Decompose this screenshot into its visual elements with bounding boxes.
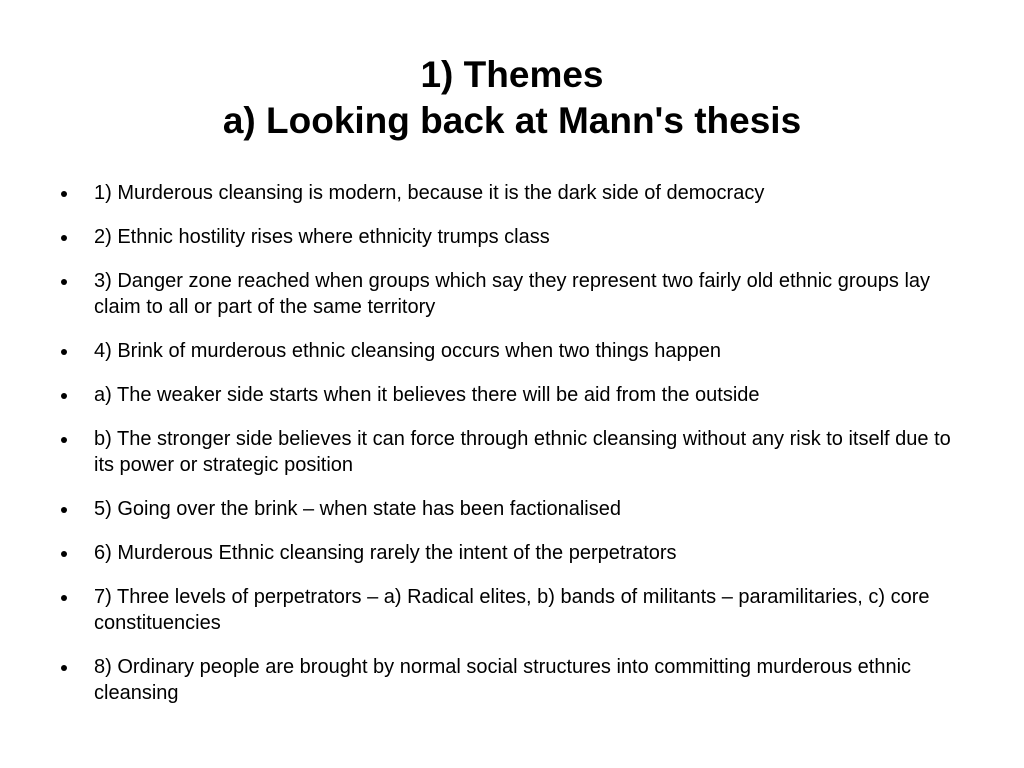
list-item xyxy=(58,338,968,364)
list-item xyxy=(58,654,968,706)
bullet-dot-icon xyxy=(61,551,67,557)
list-item xyxy=(58,584,968,636)
list-item xyxy=(58,268,968,320)
bullet-dot-icon xyxy=(61,191,67,197)
bullet-text: a) The weaker side starts when it believes there will be aid from the outside xyxy=(94,384,760,406)
bullet-text: 3) Danger zone reached when groups which say they represent two fairly old ethnic groups lay claim to all or part of the same territory xyxy=(94,270,931,318)
bullet-dot-icon xyxy=(61,665,67,671)
list-item xyxy=(58,224,968,250)
slide-title-line-1: 1) Themes xyxy=(420,54,604,95)
bullet-dot-icon xyxy=(61,279,67,285)
bullet-text: 6) Murderous Ethnic cleansing rarely the intent of the perpetrators xyxy=(94,542,677,564)
bullet-dot-icon xyxy=(61,393,67,399)
list-item xyxy=(58,540,968,566)
bullet-text: 4) Brink of murderous ethnic cleansing occurs when two things happen xyxy=(94,340,722,362)
bullet-text: 1) Murderous cleansing is modern, because it is the dark side of democracy xyxy=(94,182,765,204)
slide-title-line-2: a) Looking back at Mann's thesis xyxy=(222,100,802,141)
bullet-dot-icon xyxy=(61,349,67,355)
bullet-list xyxy=(58,180,968,724)
slide-title xyxy=(0,52,1024,144)
bullet-text: 7) Three levels of perpetrators – a) Radical elites, b) bands of militants – paramilitaries, c) core constituencies xyxy=(94,586,930,634)
bullet-dot-icon xyxy=(61,595,67,601)
bullet-text: 5) Going over the brink – when state has been factionalised xyxy=(94,498,621,520)
bullet-dot-icon xyxy=(61,507,67,513)
list-item xyxy=(58,496,968,522)
bullet-text: b) The stronger side believes it can force through ethnic cleansing without any risk to itself due to its power or strategic position xyxy=(94,428,951,476)
bullet-dot-icon xyxy=(61,437,67,443)
list-item xyxy=(58,180,968,206)
list-item xyxy=(58,426,968,478)
list-item xyxy=(58,382,968,408)
bullet-dot-icon xyxy=(61,235,67,241)
bullet-text: 8) Ordinary people are brought by normal social structures into committing murderous ethnic cleansing xyxy=(94,656,912,704)
bullet-text: 2) Ethnic hostility rises where ethnicity trumps class xyxy=(94,226,550,248)
